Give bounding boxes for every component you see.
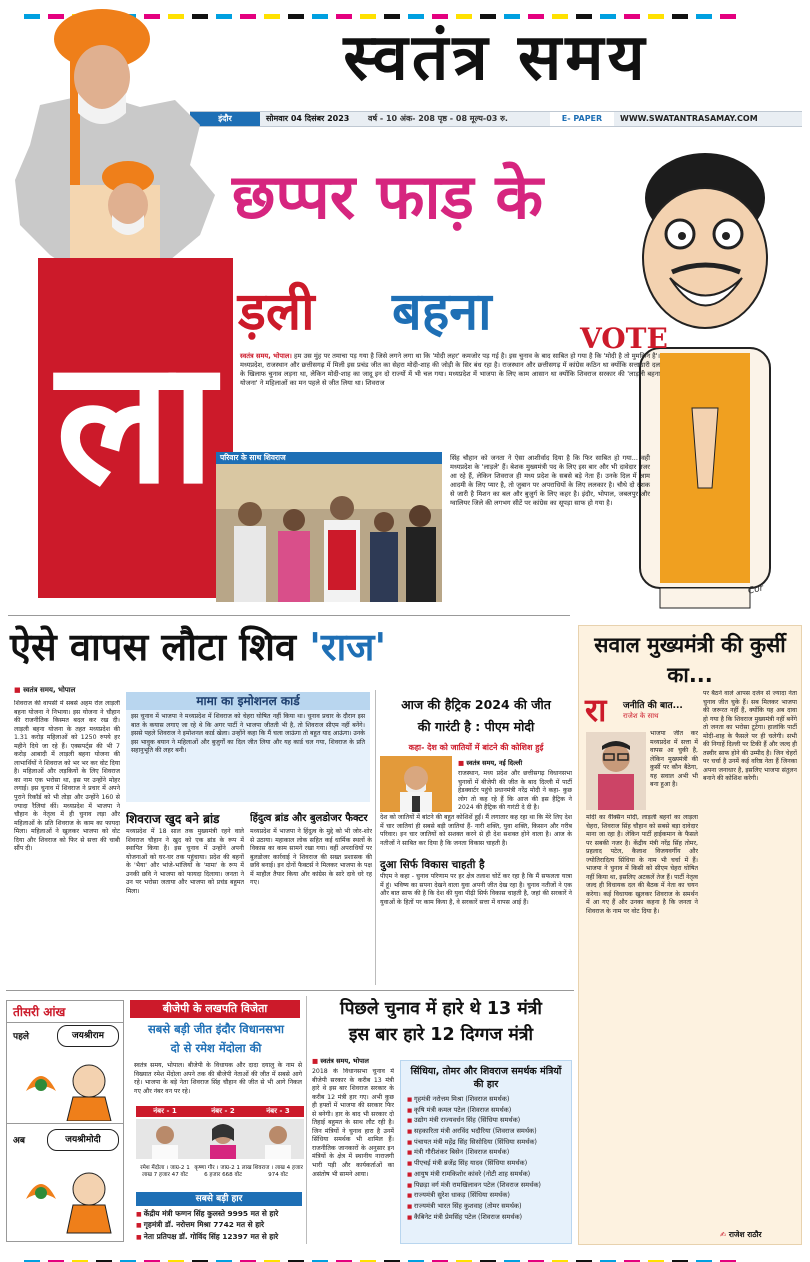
cm-column-tag	[585, 691, 705, 729]
raj-headline-word: 'राज'	[309, 625, 387, 669]
minister-item: ■ सहकारिता मंत्री अरविंद भदौरिया (शिवराज समर्थक)	[407, 1126, 565, 1137]
cm-column-author: राजेश के साथ	[623, 712, 659, 720]
ministers-headline-l1: पिछले चुनाव में हारे थे 13 मंत्री	[340, 999, 542, 1019]
minister-item: ■ आयुष मंत्री रामकिशोर कांवरे (नोटी शाह समर्थक)	[407, 1169, 565, 1180]
cm-intro: भाजपा जीत कर मध्यप्रदेश में सत्ता में वापस आ चुकी है, लेकिन मुख्यमंत्री की कुर्सी पर कौन बैठेगा, यह सवाल अभी भी बना हुआ है।	[650, 730, 698, 789]
lead-headline-la-block	[38, 258, 233, 598]
modi-speech-photo	[380, 756, 452, 812]
raj-box-hindutva-body: मध्यप्रदेश में भाजपा ने हिंदुत्व के मुद्दे को भी जोर-शोर से उठाया। महाकाल लोक सहित कई धार्मिक स्थलों के विकास का काम सामने रखा गया। वहीं अपराधियों पर बुलडोजर कार्रवाई ने शिवराज की सख्त प्रशासक की छवि बनाई। इन दोनों फैक्टर्स ने मिलकर भाजपा के पक्ष में माहौल तैयार किया और कांग्रेस के सारे दावे धरे रह गए।	[250, 828, 372, 887]
raj-box-brand-title: शिवराज खुद बने ब्रांड	[126, 812, 220, 826]
indore-kicker: बीजेपी के लखपति विजेता	[130, 1000, 300, 1018]
loss-item: ■ गृहमंत्री डॉ. नरोत्तम मिश्रा 7742 मत से हारे	[136, 1219, 304, 1230]
teesri-after-cartoon	[11, 1155, 121, 1235]
indore-body: स्वतंत्र समय, भोपाल। बीजेपी के विधायक और दादा दयालु के नाम से विख्यात रमेश मेंदोला अपने तक की बीजेपी नेताओं की जीत में सबसे आगे रहे। भाजपा के बड़े नेता शिवराज सिंह चौहान की जीत से भी आगे निकल गए और नंबर वन पर रहे।	[134, 1062, 302, 1095]
lead-headline-la: ला	[55, 324, 216, 522]
ministers-body: 2018 के विधानसभा चुनाव में बीजेपी सरकार के करीब 13 मंत्री हारे थे इस बार शिवराज सरकार के करीब 12 मंत्री हार गए। अभी कुछ ही हफ्तों में भाजपा की सरकार फिर से बनेगी। हार के बाद भी सरकार दो तिहाई बहुमत के साथ लौट रही है। जिन मंत्रियों ने चुनाव हारा है उनमें सिंधिया समर्थक भी शामिल हैं। राजनीतिक जानकारों के अनुसार इन मंत्रियों के क्षेत्र में स्थानीय नाराजगी भारी पड़ी और कार्यकर्ताओं का असंतोष भी सामने आया।	[312, 1068, 394, 1178]
indore-loss-title: सबसे बड़ी हार	[136, 1192, 302, 1206]
raj-box-hindutva-title: हिंदुत्व ब्रांड और बुलडोजर फैक्टर	[250, 813, 368, 824]
candidate-card	[136, 1106, 194, 1178]
lead-body-right: सिंह चौहान को जनता ने ऐसा आशीर्वाद दिया है कि फिर साबित हो गया... वही मध्यप्रदेश के 'लाड़ले' हैं। बेशक मुख्यमंत्री पद के लिए इस बार और भी दावेदार नजर आ रहे हैं, लेकिन शिवराज ही मध्य प्रदेश के सबसे बड़े नेता हैं। उनके दिल में आम आदमी के लिए प्यार है, तो जुबान पर अपराधियों के लिए ललकार है। चौथे दो दशक से जारी है मिशन का बल और बुजुर्ग के लिए कहर है। इंदौर, भोपाल, जबलपुर और ग्वालियर जिले की लगभग सीटें पर कांग्रेस का सूपड़ा साफ हो गया है।	[450, 454, 650, 508]
ministers-box-title: सिंधिया, तोमर और शिवराज समर्थक मंत्रियों की हार	[410, 1066, 562, 1090]
indore-loss-list	[136, 1208, 304, 1242]
indore-headline-l1: सबसे बड़ी जीत इंदौर विधानसभा	[148, 1022, 284, 1036]
cm-signature: ✍ राजेश राठौर	[720, 1230, 762, 1239]
lead-story-intro	[240, 352, 660, 388]
ministers-byline: ■ स्वतंत्र समय, भोपाल	[312, 1057, 369, 1065]
cm-headline: सवाल मुख्यमंत्री की कुर्सी का...	[594, 633, 786, 687]
lead-headline-line1: छप्पर फाड़ के	[232, 160, 543, 233]
indore-headline	[128, 1020, 304, 1058]
print-registration-bottom	[24, 1250, 744, 1256]
cartoonist-signature: Cor	[747, 583, 765, 597]
modi-sub2-title: दुआ सिर्फ विकास चाहती है	[380, 859, 485, 871]
teesri-after-label: अब	[13, 1136, 26, 1146]
cm-column-tag-ra: रा	[585, 691, 607, 729]
divider-vertical-ministers	[306, 996, 307, 1244]
candidate-caption: शिवराज । लाख 4 हजार 974 वोट	[253, 1165, 303, 1178]
divider-vertical-modi	[375, 690, 376, 985]
cm-body-col2: पर बैठने वाले आपस दर्जन से ज्यादा नेता चुनाव जीत चुके हैं। सब मिलकर भाजपा की जरूरत नहीं हैं, क्योंकि यह अब दावा हो गया है कि शिवराज मुख्यमंत्री नहीं बनेंगे तो जनता का भरोसा टूटेगा। हालांकि पार्टी मोदी-शाह के फैसले पर ही चलेगी। सभी की निगाहें दिल्ली पर टिकी हैं और जल्द ही तस्वीर साफ होने की उम्मीद है। जिन चेहरों पर चर्चा है उनमें कई वरिष्ठ नेता हैं जिनका अपना जनाधार है, इसलिए भाजपा संतुलन बनाने की कोशिश करेगी।	[703, 690, 797, 783]
family-photo-image	[216, 464, 442, 602]
columnist-photo	[586, 732, 646, 810]
lead-headline-vote: VOTE	[580, 322, 668, 355]
candidate-card	[194, 1106, 252, 1178]
dateline-bar	[190, 111, 802, 127]
raj-box-brand-body: मध्यप्रदेश में 18 साल तक मुख्यमंत्री रहने वाले शिवराज चौहान ने खुद को एक ब्रांड के रूप में स्थापित किया है। इस चुनाव में उन्होंने अपनी योजनाओं को घर-घर तक पहुंचाया। प्रदेश की बहनों के 'भैया' और भांजे-भांजियों के 'मामा' के रूप में उनकी छवि ने भाजपा को फायदा दिलाया। जनता ने उन पर भरोसा जताया और भाजपा को प्रचंड बहुमत मिला।	[126, 828, 244, 895]
lead-headline-bahna: बहना	[392, 282, 492, 342]
minister-item: ■ मंत्री गौरीशंकर बिसेन (शिवराज समर्थक)	[407, 1147, 565, 1158]
cm-body: मोदी का वैक्सिन मोदी, लाड़ली बहनों का लाड़ला चेहरा, शिवराज सिंह चौहान को सबसे बड़ा दावेदार माना जा रहा है। लेकिन पार्टी हाईकमान के फैसले पर सबकी नजर है। केंद्रीय मंत्री नरेंद्र सिंह तोमर, प्रहलाद पटेल, कैलाश विजयवर्गीय और ज्योतिरादित्य सिंधिया के नाम भी चर्चा में हैं। भाजपा ने चुनाव में किसी को सीएम चेहरा घोषित नहीं किया था, इसलिए अटकलें तेज हैं। पार्टी नेतृत्व जल्द ही विधायक दल की बैठक में नेता का चयन करेगा। कई विधायक खुलकर शिवराज के समर्थन में आ गए हैं और उनका कहना है कि जनता ने शिवराज के नाम पर वोट दिया है।	[586, 814, 698, 916]
indore-headline-l2: दो से रमेश मेंदोला की	[170, 1041, 262, 1055]
candidate-card	[252, 1106, 304, 1178]
family-photo	[216, 452, 442, 602]
raj-headline	[10, 618, 580, 676]
minister-item: ■ पीएचई मंत्री ब्रजेंद्र सिंह यादव (सिंधिया समर्थक)	[407, 1158, 565, 1169]
modi-byline: ■ स्वतंत्र समय, नई दिल्ली	[458, 759, 523, 767]
modi-lead-text: राजस्थान, मध्य प्रदेश और छत्तीसगढ़ विधानसभा चुनावों में बीजेपी की जीत के बाद दिल्ली में पार्टी हेडक्वार्टर पहुंचे प्रधानमंत्री नरेंद्र मोदी ने कहा- कुछ लोग तो कह रहे हैं कि आज की इस हैट्रिक ने 2024 की हैट्रिक की गारंटी दे दी है।	[458, 770, 572, 812]
raj-box-emotional-title: मामा का इमोशनल कार्ड	[126, 692, 370, 710]
lead-headline-dli: ड़ली	[238, 282, 315, 342]
candidate-photo	[136, 1119, 194, 1159]
minister-item: ■ कृषि मंत्री कमल पटेल (शिवराज समर्थक)	[407, 1105, 565, 1116]
raj-box-hindutva	[250, 810, 372, 955]
epaper-link[interactable]: E- PAPER	[550, 112, 614, 126]
modi-portrait-illustration	[40, 5, 170, 270]
loss-item: ■ नेता प्रतिपक्ष डॉ. गोविंद सिंह 12397 मत से हारे	[136, 1231, 304, 1242]
lead-byline: स्वतंत्र समय, भोपाल।	[240, 352, 292, 360]
masthead	[190, 12, 802, 104]
modi-sub2-body: पीएम ने कहा - चुनाव परिणाम पर हर क्षेत्र तलाश चोटें कर रहा है कि मैं सफलता यात्रा में हूं। भविष्य का सपना देखने वाला युवा अपनी जीत देख रहा है। चुनाव नतीजों ने एक और बात साफ की है कि देश की युवा पीढ़ी सिर्फ विकास चाहती है, जहां की सरकारें ने युवाओं के हितों पर काम किया है, वे सरकारें सत्ता में वापस आई हैं।	[380, 873, 572, 906]
minister-item: ■ राज्यमंत्री सुरेश धाकड़ (सिंधिया समर्थक)	[407, 1190, 565, 1201]
teesri-before-cartoon	[11, 1051, 121, 1121]
divider-bottom	[6, 990, 574, 991]
modi-body: देश को जातियों में बांटने की बहुत कोशिशें हुईं। मैं लगातार कह रहा था कि मेरे लिए देश में चार जातियां ही सबसे बड़ी जातियां हैं- नारी शक्ति, युवा शक्ति, किसान और गरीब परिवार। इन चार जातियों को सशक्त करने से ही देश सशक्त होने वाला है। आज के नतीजों ने साबित कर दिया है कि जनता विकास चाहती है।	[380, 814, 572, 847]
modi-headline-l1: आज की हैट्रिक 2024 की जीत	[401, 697, 551, 712]
cm-column-tag-title: जनीति की बात...	[623, 701, 683, 711]
newspaper-title: स्वतंत्र समय	[343, 20, 649, 95]
family-photo-caption: परिवार के साथ शिवराज	[216, 452, 442, 464]
dateline-date: सोमवार 04 दिसंबर 2023	[266, 114, 350, 123]
teesri-after-caption: जयश्रीमोदी	[47, 1129, 119, 1151]
ministers-headline-l2: इस बार हारे 12 दिग्गज मंत्री	[348, 1025, 534, 1045]
teesri-before-caption: जयश्रीराम	[57, 1025, 119, 1047]
candidate-photo	[194, 1119, 252, 1159]
minister-item: ■ पंचायत मंत्री महेंद्र सिंह सिसोदिया (सिंधिया समर्थक)	[407, 1137, 565, 1148]
minister-item: ■ राज्यमंत्री भारत सिंह कुशवाह (तोमर समर्थक)	[407, 1201, 565, 1212]
candidate-caption: रमेश मेंदोला । जाग्र-2 1 लाख 7 हजार 47 वोट	[140, 1165, 190, 1178]
candidate-rank: नंबर - 1	[136, 1106, 194, 1117]
modi-subhead: कहा- देश को जातियों में बांटने की कोशिश हुई	[408, 743, 544, 752]
teesri-aankh-title: तीसरी आंख	[7, 1001, 123, 1023]
minister-item: ■ पिछड़ा वर्ग मंत्री रामखिलावन पटेल (शिवराज समर्थक)	[407, 1180, 565, 1191]
minister-item: ■ गृहमंत्री नरोत्तम मिश्रा (शिवराज समर्थक)	[407, 1094, 565, 1105]
candidate-caption: कृष्णा गौर । जाग्र-2 1 लाख 6 हजार 668 वोट	[194, 1165, 252, 1178]
raj-box-brand	[126, 810, 244, 955]
raj-byline: ■ स्वतंत्र समय, भोपाल	[14, 686, 76, 694]
website-link[interactable]: WWW.SWATANTRASAMAY.COM	[620, 114, 758, 123]
edition-city: इंदौर	[190, 112, 260, 126]
teesri-before-label: पहले	[13, 1032, 29, 1042]
ministers-box	[400, 1060, 572, 1244]
minister-item: ■ उद्योग मंत्री राज्यवर्धन सिंह (सिंधिया समर्थक)	[407, 1115, 565, 1126]
lead-body-intro: हम उस मुंह पर तमाचा पड़ गया है जिसे लगने लगा था कि 'मोदी लहर' कमजोर पड़ गई है। इस चुनाव के बाद साबित हो गया है कि 'मोदी है तो मुमकिन है'। मध्यप्रदेश, राजस्थान और छत्तीसगढ़ में मिली इस प्रचंड जीत का सेहरा मोदी-शाह की जोड़ी के सिर बंध रहा है। राजस्थान और छत्तीसगढ़ में कांग्रेस कठिन था क्योंकि सत्ताधारी दल के खिलाफ चुनाव लड़ना था, लेकिन मोदी-शाह का जादू इन दो राज्यों में भी चल गया। मध्यप्रदेश में भाजपा के लिए काम आसान था क्योंकि शिवराज सरकार की 'लाड़ली बहना योजना' ने महिलाओं का मन पहले से जीत लिया था। शिवराज	[240, 352, 660, 388]
minister-item: ■ कैबिनेट मंत्री प्रेमसिंह पटेल (शिवराज समर्थक)	[407, 1212, 565, 1223]
candidate-rank: नंबर - 2	[194, 1106, 252, 1117]
raj-box-emotional	[126, 692, 370, 802]
modi-headline-l2: की गारंटी है : पीएम मोदी	[417, 719, 535, 734]
raj-col1: शिवराज की वापसी में सबसे अहम रोल लाड़ली बहना योजना ने निभाया। इस योजना ने चौहान की राजनीतिक किस्मत बदल कर रख दी। लाड़ली बहना योजना के तहत मध्यप्रदेश की 1.31 करोड़ महिलाओं को 1250 रुपये हर महीने दिये जा रहे हैं। एक्सपर्ट्स की भी 7 करोड़ आबादी में लाड़ली बहना योजना की लाभार्थियों ने शिवराज को भर भर कर वोट दिया है। महिलाओं और लड़कियों के लिए शिवराज का नाम एक भरोसा था, इस पर उन्होंने मोहर लगाई। इस चुनाव में शिवराज ने प्रचार में अपने पुराने रिकॉर्ड को भी तोड़ा और उन्होंने 160 से ज्यादा रैलियां कीं। मध्यप्रदेश में भाजपा ने चौहान के नेतृत्व में ही चुनाव लड़ा और महिलाओं के प्रति शिवराज के काम का फायदा मिला। महिलाओं ने खुलकर भाजपा को वोट दिया और शिवराज को फिर से सत्ता की चाबी सौंप दी।	[14, 700, 120, 853]
candidate-rank: नंबर - 3	[252, 1106, 304, 1117]
teesri-aankh-box	[6, 1000, 124, 1242]
ministers-headline	[310, 996, 572, 1048]
ministers-list	[401, 1094, 571, 1222]
divider-raj	[8, 615, 570, 616]
candidate-photo	[252, 1119, 304, 1159]
raj-headline-prefix: ऐसे वापस लौटा शिव	[10, 625, 297, 669]
loss-item: ■ केंद्रीय मंत्री फग्गन सिंह कुलस्ते 9995 मत से हारे	[136, 1208, 304, 1219]
raj-box-emotional-body: इस चुनाव में भाजपा ने मध्यप्रदेश में शिवराज को चेहरा घोषित नहीं किया था। चुनाव प्रचार के दौरान इस बात के कयास लगाए जा रहे थे कि अगर पार्टी ने भाजपा जीतती भी है, तो शिवराज सीएम नहीं बनेंगे। इससे पहले शिवराज ने इमोशनल कार्ड खेला। उन्होंने कहा कि मैं चला जाऊंगा तो बहुत याद आऊंगा। उनके इस भावुक बयान ने महिलाओं और बुजुर्गों का दिल जीत लिया और यह कार्ड चल गया, शिवराज के प्रति सहानुभूति की लहर बनी।	[131, 713, 365, 755]
modi-headline	[380, 694, 572, 738]
issue-info: वर्ष - 10 अंक- 208 पृष्ठ - 08 मूल्य-03 रु.	[368, 114, 508, 123]
